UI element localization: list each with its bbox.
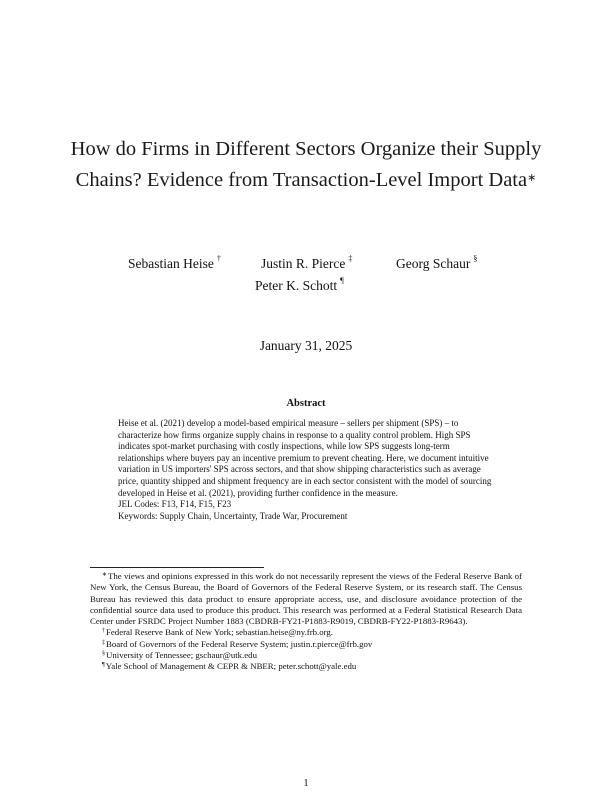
- keywords: Keywords: Supply Chain, Uncertainty, Trade War, Procurement: [118, 510, 348, 521]
- paper-date: January 31, 2025: [259, 338, 353, 353]
- author-pierce: [261, 256, 352, 272]
- abstract-heading: Abstract: [286, 398, 326, 409]
- author-name: Justin R. Pierce: [261, 256, 346, 271]
- footnote-text: Federal Reserve Bank of New York; sebastian.heise@ny.frb.org.: [106, 627, 333, 638]
- author-name: Georg Schaur: [396, 256, 471, 271]
- footnote-mark: §: [102, 651, 105, 658]
- footnote-mark: ¶: [102, 662, 105, 669]
- footnote-affiliation-pierce: [90, 639, 522, 650]
- footnote-mark: ‡: [102, 639, 105, 646]
- footnote-text: University of Tennessee; gschaur@utk.edu: [106, 650, 257, 661]
- footnote-affiliation-heise: [90, 627, 522, 638]
- author-name: Sebastian Heise: [128, 256, 214, 271]
- footnote-disclaimer: [90, 571, 522, 627]
- footnote-rule: [90, 567, 264, 568]
- footnotes: [90, 571, 522, 673]
- author-schott: [255, 278, 344, 294]
- author-name: Peter K. Schott: [255, 278, 338, 293]
- footnote-text: Board of Governors of the Federal Reserve System; justin.r.pierce@frb.gov: [106, 638, 373, 649]
- footnote-affiliation-schott: [90, 661, 522, 672]
- author-schaur: [396, 256, 477, 272]
- abstract-block: [118, 418, 496, 522]
- title-footnote-mark: ∗: [527, 172, 537, 184]
- footnote-text: The views and opinions expressed in this work do not necessarily represent the views of the Federal Reserve Bank of New York, the Census Bureau, the Board of Governors of the Federal Reserve System, or its research staff. The Census Bureau has reviewed this data product to ensure appropriate access, use, and disclosure avoidance protection of the confidential source data used to produce this product. This research was performed at a Federal Statistical Research Data Center under FSRDC Project Number 1883 (CBDRB-FY21-P1883-R9019, CBDRB-FY22-P1883-R9643).: [90, 571, 522, 627]
- footnote-mark: †: [102, 628, 105, 635]
- footnote-text: Yale School of Management & CEPR & NBER; peter.schott@yale.edu: [105, 661, 357, 672]
- abstract-body: Heise et al. (2021) develop a model-based empirical measure – sellers per shipment (SPS) – to characterize how firms organize supply chains in response to a quality control problem. High SPS indicates spot-market purchasing with costly inspections, while low SPS suggests long-term relationships where buyers pay an incentive premium to prevent cheating. Here, we document intuitive variation in US importers' SPS across sectors, and that show shipping characteristics such as average price, quantity shipped and shipment frequency are in each sector consistent with the model of sourcing developed in Heise et al. (2021), providing further confidence in the measure.: [118, 418, 492, 498]
- paper-title-text: How do Firms in Different Sectors Organize their Supply Chains? Evidence from Transaction-Level Import Data: [70, 138, 542, 191]
- author-mark: †: [216, 254, 221, 263]
- author-mark: ¶: [340, 276, 344, 285]
- author-mark: §: [473, 254, 478, 263]
- author-mark: ‡: [348, 254, 353, 263]
- page-number: 1: [303, 778, 309, 789]
- jel-codes: JEL Codes: F13, F14, F15, F23: [118, 499, 232, 510]
- footnote-mark: ∗: [102, 572, 108, 578]
- author-heise: [128, 256, 221, 272]
- paper-title: [60, 134, 552, 196]
- footnote-affiliation-schaur: [90, 650, 522, 661]
